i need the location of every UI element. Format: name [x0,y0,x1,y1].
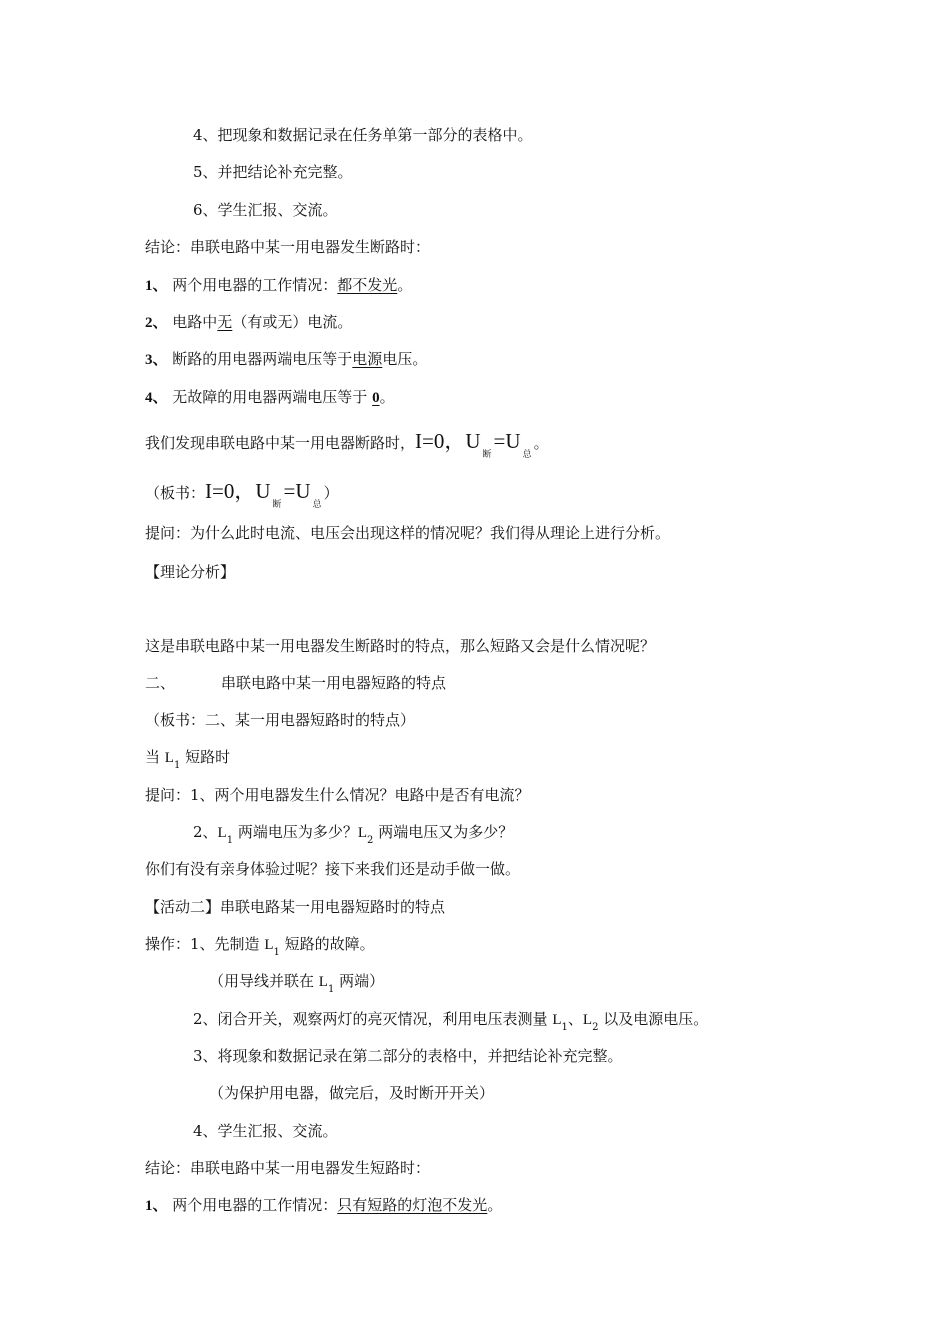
conclusion-item-4 [145,387,395,408]
board-close: ） [323,484,339,502]
item-answer: 电源 [352,350,383,368]
item-tail: 电压。 [382,350,428,368]
conclusion-item-3 [145,349,427,370]
lamp-subscript: 2 [592,1022,599,1033]
note-prefix: （用导线并联在 [209,972,319,990]
transition-text: 这是串联电路中某一用电器发生断路时的特点，那么短路又会是什么情况呢？ [145,637,656,655]
item-number: 3、 [145,352,168,368]
formula-tail: 。 [533,434,549,452]
item-text: 两个用电器的工作情况： [167,1196,338,1214]
item-tail: 。 [379,388,395,406]
formula-u-right: =U [493,429,521,453]
lamp-l1: L [264,937,274,953]
lamp-l: L [164,750,174,766]
item-text: 断路的用电器两端电压等于 [167,350,353,368]
lamp-subscript: 1 [561,1022,568,1033]
question-why: 提问：为什么此时电流、电压会出现这样的情况呢？我们得从理论上进行分析。 [145,524,671,542]
formula-statement [145,428,549,459]
when-prefix: 当 [145,748,165,766]
subscript-total: 总 [522,450,532,460]
formula-i: I=0， [415,429,466,453]
subscript-break: 断 [272,500,282,510]
item-answer: 无 [217,313,233,331]
item-number: 1、 [145,278,168,294]
question-line-2 [193,822,513,845]
conclusion-2-item-1 [145,1195,502,1216]
note-suffix: 两端） [334,972,385,990]
step-6: 6、学生汇报、交流。 [193,201,338,219]
operation-step-4: 4、学生汇报、交流。 [193,1122,338,1140]
item-answer: 只有短路的灯泡不发光 [337,1196,488,1214]
subscript-break: 断 [482,450,492,460]
q2-middle: 两端电压为多少？ [233,823,358,841]
formula-u-left: U [255,479,271,503]
lamp-l2: L [357,825,368,841]
lamp-subscript: 1 [273,947,280,958]
experience-question: 你们有没有亲身体验过呢？接下来我们还是动手做一做。 [145,860,521,878]
item-text: 电路中 [167,313,218,331]
operation-step-2 [193,1009,708,1032]
question-line-1: 提问：1、两个用电器发生什么情况？电路中是否有电流？ [145,786,530,804]
operation-note-3: （为保护用电器，做完后，及时断开开关） [209,1084,495,1102]
conclusion-item-2 [145,312,352,333]
subscript-total: 总 [312,500,322,510]
item-answer: 0 [372,390,380,406]
section-two-heading [145,673,446,693]
lamp-subscript: 1 [226,835,234,846]
item-text: 两个用电器的工作情况： [167,276,338,294]
item-answer: 都不发光 [337,276,398,294]
item-number: 2、 [145,315,168,331]
item-tail: 。 [397,276,413,294]
board-note-formula [145,478,339,509]
board-open: （板书： [145,484,206,502]
item-text: 无故障的用电器两端电压等于 [167,388,373,406]
step-4: 4、把现象和数据记录在任务单第一部分的表格中。 [193,126,533,144]
when-l1-short [145,747,230,770]
formula-u-left: U [465,429,481,453]
formula-i: I=0， [205,479,256,503]
formula-intro: 我们发现串联电路中某一用电器断路时， [145,434,416,452]
conclusion-heading-1: 结论：串联电路中某一用电器发生断路时： [145,238,431,256]
item-tail: 。 [487,1196,503,1214]
lamp-l2: L [582,1012,593,1028]
theory-analysis-heading: 【理论分析】 [145,563,236,581]
item-number: 1、 [145,1198,168,1214]
op2-suffix: 以及电源电压。 [598,1010,709,1028]
board-note-2: （板书：二、某一用电器短路时的特点） [145,711,416,729]
operation-note-1 [209,971,384,994]
lamp-l1: L [318,974,328,990]
conclusion-item-1 [145,275,412,296]
lamp-l1: L [217,825,227,841]
step-5: 5、并把结论补充完整。 [193,163,353,181]
lamp-subscript: 2 [367,835,374,846]
lamp-subscript: 1 [327,984,335,995]
op2-middle: 、 [567,1010,583,1028]
item-tail: （有或无）电流。 [232,313,353,331]
operation-step-1 [145,934,375,957]
op1-prefix: 操作：1、先制造 [145,935,265,953]
activity-two-heading: 【活动二】串联电路某一用电器短路时的特点 [145,898,446,916]
lamp-l1: L [552,1012,562,1028]
operation-step-3: 3、将现象和数据记录在第二部分的表格中，并把结论补充完整。 [193,1047,623,1065]
conclusion-heading-2: 结论：串联电路中某一用电器发生短路时： [145,1159,431,1177]
q2-prefix: 2、 [193,823,218,841]
when-suffix: 短路时 [180,748,231,766]
formula-u-right: =U [283,479,311,503]
op2-prefix: 2、闭合开关，观察两灯的亮灭情况，利用电压表测量 [193,1010,553,1028]
item-number: 4、 [145,390,168,406]
q2-suffix: 两端电压又为多少？ [373,823,514,841]
section-number: 二、 [145,674,176,692]
op1-suffix: 短路的故障。 [279,935,375,953]
lamp-subscript: 1 [173,760,181,771]
section-title: 串联电路中某一用电器短路的特点 [221,674,447,692]
